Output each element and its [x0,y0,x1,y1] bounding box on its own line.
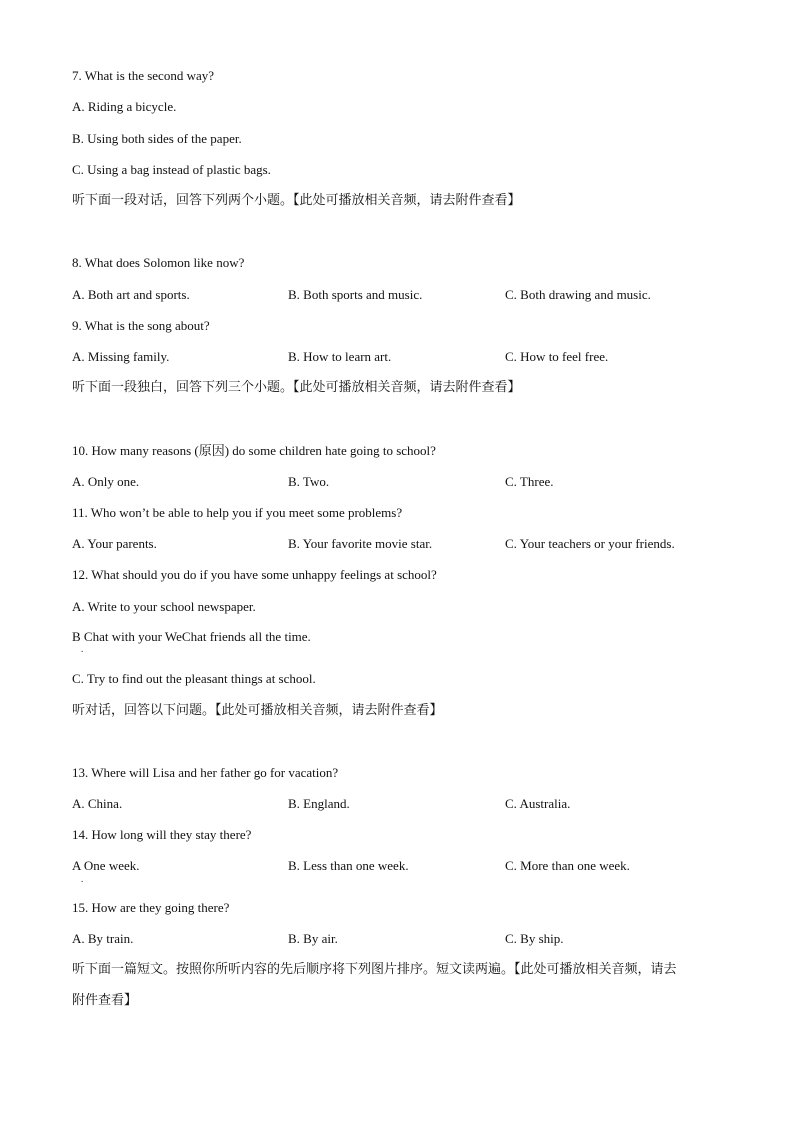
q12-option-b: B Chat with your WeChat friends all the time. [72,629,311,644]
q11-option-c: C. Your teachers or your friends. [505,536,675,551]
q12-stem: 12. What should you do if you have some unhappy feelings at school? [72,567,437,582]
q14-option-c: C. More than one week. [505,858,630,873]
q13-stem: 13. Where will Lisa and her father go for vacation? [72,765,339,780]
q10-option-a: A. Only one. [72,474,140,489]
q9-option-c: C. How to feel free. [505,349,609,364]
q7-stem: 7. What is the second way? [72,68,214,83]
q15-stem: 15. How are they going there? [72,900,230,915]
q14-option-b: B. Less than one week. [288,858,409,873]
q14-option-a: A One week. [72,858,140,873]
section-instruction-4-line-1: 听下面一篇短文。按照你所听内容的先后顺序将下列图片排序。短文读两遍。【此处可播放相关音频，请去 [72,962,677,977]
section-instruction-1: 听下面一段对话，回答下列两个小题。【此处可播放相关音频，请去附件查看】 [72,193,521,208]
q9-option-a: A. Missing family. [72,349,170,364]
q15-option-a: A. By train. [72,931,134,946]
q11-option-b: B. Your favorite movie star. [288,536,433,551]
q11-stem: 11. Who won’t be able to help you if you meet some problems? [72,505,403,520]
q10-option-c: C. Three. [505,474,554,489]
q14-stray-dot: . [81,874,84,884]
q13-option-c: C. Australia. [505,796,571,811]
q15-option-c: C. By ship. [505,931,564,946]
q12-option-c: C. Try to find out the pleasant things at school. [72,671,316,686]
q7-option-c: C. Using a bag instead of plastic bags. [72,162,271,177]
q8-option-a: A. Both art and sports. [72,287,190,302]
q7-option-a: A. Riding a bicycle. [72,99,177,114]
q13-option-b: B. England. [288,796,350,811]
q9-option-b: B. How to learn art. [288,349,392,364]
q11-option-a: A. Your parents. [72,536,157,551]
q8-option-c: C. Both drawing and music. [505,287,651,302]
section-instruction-4-line-2: 附件查看】 [72,993,138,1008]
q15-option-b: B. By air. [288,931,338,946]
q7-option-b: B. Using both sides of the paper. [72,131,242,146]
q10-option-b: B. Two. [288,474,330,489]
q9-stem: 9. What is the song about? [72,318,210,333]
q12-option-a: A. Write to your school newspaper. [72,599,256,614]
section-instruction-2: 听下面一段独白，回答下列三个小题。【此处可播放相关音频，请去附件查看】 [72,380,521,395]
q13-option-a: A. China. [72,796,123,811]
q10-stem: 10. How many reasons (原因) do some children hate going to school? [72,443,436,458]
q12-stray-dot: . [81,644,84,654]
q8-option-b: B. Both sports and music. [288,287,423,302]
q14-stem: 14. How long will they stay there? [72,827,252,842]
q8-stem: 8. What does Solomon like now? [72,255,245,270]
section-instruction-3: 听对话，回答以下问题。【此处可播放相关音频，请去附件查看】 [72,703,443,718]
